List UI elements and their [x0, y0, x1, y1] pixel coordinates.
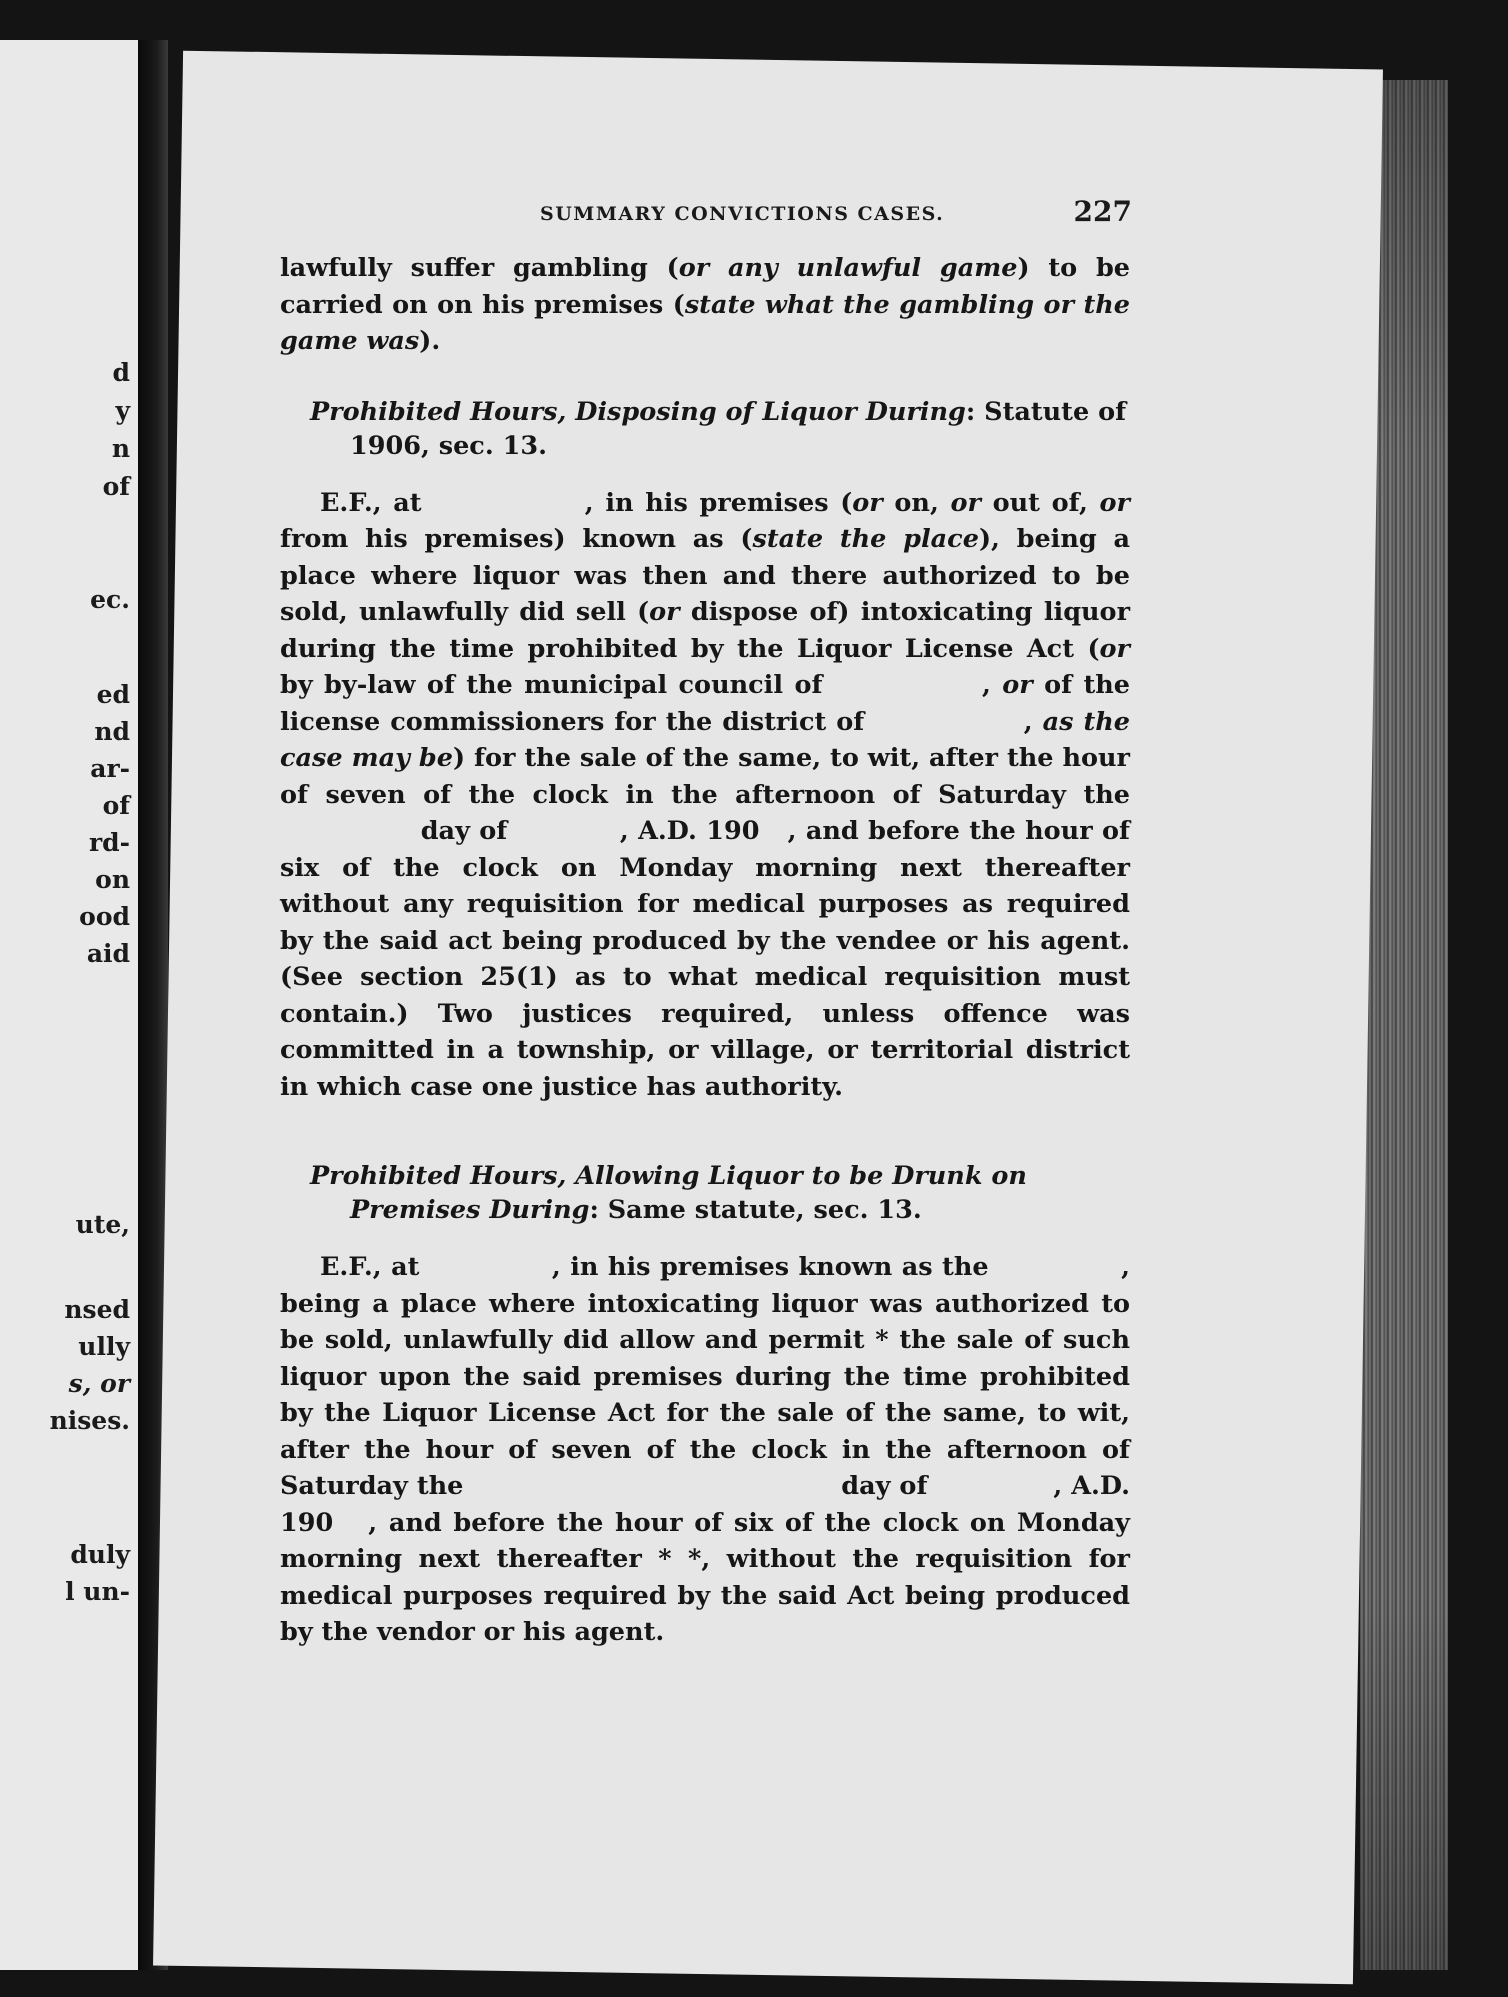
page-number: 227	[1073, 195, 1132, 228]
text-run: dispose of) intoxicating liquor during the time prohibited by the Liquor License Act (	[280, 597, 1131, 664]
left-text-fragment: n	[111, 434, 130, 463]
left-text-fragment: nises.	[49, 1406, 130, 1435]
heading-rest: : Same statute, sec. 13.	[589, 1195, 922, 1225]
heading-italic: Prohibited Hours, Disposing of Liquor During	[310, 396, 966, 427]
left-text-fragment: ar-	[90, 754, 130, 783]
text-run: on,	[882, 487, 951, 518]
italic-run: or	[1099, 633, 1130, 664]
text-run: of the license commissioners for the district of ,	[280, 670, 1130, 737]
section-body-allowing: E.F., at , in his premises known as the , being a place where intoxicating liquor was authorized to be sold, unlawfully did allow and permit * the sale of such liquor upon the said premises during the time prohibited by the Liquor License Act for the sale of the same, to wit, after the hour of seven of the clock in the afternoon of Saturday the day of , A.D. 190 , and before the hour of six of the clock on Monday morning next thereafter * *, without the requisition for medical purposes required by the said Act being produced by the vendor or his agent.	[280, 1252, 1130, 1647]
left-text-fragment: d	[112, 358, 130, 387]
left-text-fragment: of	[102, 472, 130, 501]
left-text-fragment: y	[115, 396, 130, 425]
left-text-fragment: l un-	[65, 1577, 130, 1606]
text-run: ) to be carried on on his premises (	[280, 253, 1131, 320]
text-run: ), being a place where liquor was then and there authorized to be sold, unlawfully did sell (	[280, 524, 1130, 627]
text-run: lawfully suffer gambling (	[280, 253, 679, 283]
left-text-fragment: nd	[94, 717, 130, 746]
italic-run: as the case may be	[280, 706, 1130, 773]
text-run: ) for the sale of the same, to wit, after the hour of seven of the clock in the afternoon of Saturday the day of , A.D. 190 , and before the hour of six of the clock on Monday morning next thereafter without any requisition for medical purposes as required by the said act being produced by the vendee or his agent. (See section 25(1) as to what medical requisition must contain.) Two justices required, unless offence was committed in a township, or village, or territorial district in which case one justice has authority.	[280, 743, 1130, 1102]
text-run: ).	[419, 326, 441, 356]
left-text-fragment: nsed	[64, 1295, 130, 1324]
section-heading-allowing	[280, 1159, 1130, 1227]
left-text-fragment: s, or	[68, 1369, 130, 1398]
italic-run: state what the gambling or the game was	[280, 289, 1131, 356]
left-text-fragment: rd-	[88, 828, 130, 857]
italic-run: or	[950, 487, 981, 518]
left-text-fragment: ood	[79, 902, 130, 931]
italic-run: or	[649, 597, 680, 627]
page-body	[280, 250, 1130, 1651]
italic-run: or	[1002, 670, 1033, 700]
text-run: E.F., at , in his premises (	[320, 487, 853, 518]
italic-run: or	[1099, 487, 1130, 518]
heading-rest: : Statute of 1906, sec. 13.	[350, 396, 1127, 461]
running-head	[370, 195, 1132, 235]
left-text-fragment: ute,	[75, 1210, 130, 1239]
text-run: from his premises) known as (	[280, 524, 753, 554]
text-run: out of,	[980, 487, 1100, 518]
heading-italic: Prohibited Hours, Allowing Liquor to be Drunk on Premises During	[310, 1161, 1027, 1225]
left-text-fragment: of	[102, 791, 130, 820]
italic-run: state the place	[752, 524, 979, 554]
italic-run: or any unlawful game	[678, 253, 1018, 283]
left-page-fragment	[0, 40, 138, 1970]
section-body-disposing	[280, 485, 1130, 1106]
running-head-title: SUMMARY CONVICTIONS CASES.	[540, 203, 945, 225]
left-text-fragment: ully	[78, 1332, 130, 1361]
italic-run: or	[852, 487, 883, 518]
text-run: by by-law of the municipal council of ,	[280, 670, 1003, 700]
left-text-fragment: duly	[70, 1540, 130, 1569]
left-text-fragment: ed	[96, 680, 130, 709]
section-heading-disposing	[280, 395, 1130, 463]
left-text-fragment: on	[95, 865, 130, 894]
left-text-fragment: aid	[86, 939, 130, 968]
left-text-fragment: ec.	[90, 585, 130, 614]
continued-paragraph	[280, 250, 1130, 360]
